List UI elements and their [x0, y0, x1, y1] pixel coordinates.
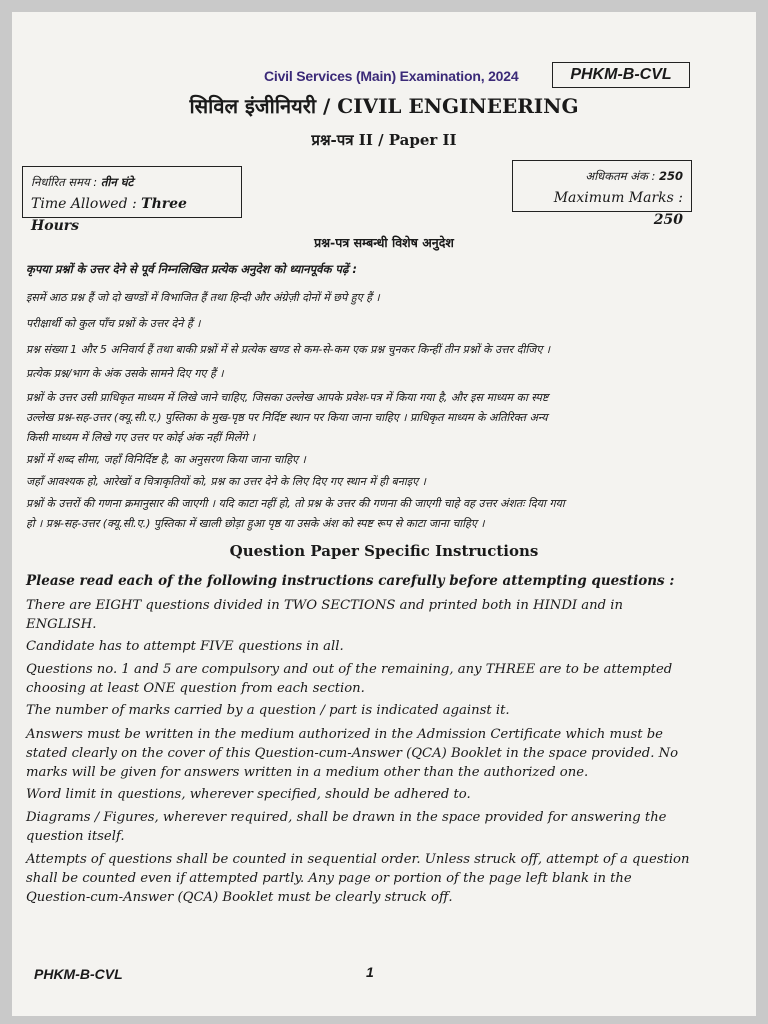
english-instructions-heading: Question Paper Specific Instructions [229, 542, 539, 560]
english-line: Word limit in questions, wherever specified, should be adhered to. [26, 787, 471, 802]
hindi-line: परीक्षार्थी को कुल पाँच प्रश्नों के उत्तर देने हैं । [26, 317, 201, 330]
english-line: Question-cum-Answer (QCA) Booklet must be clearly struck off. [26, 890, 453, 905]
marks-english-value: 250 [653, 212, 683, 228]
marks-english-line [521, 187, 683, 231]
english-line: Questions no. 1 and 5 are compulsory and out of the remaining, any THREE are to be attempted [26, 662, 673, 677]
hindi-line: प्रश्नों में शब्द सीमा, जहाँ विनिर्दिष्ट है, का अनुसरण किया जाना चाहिए । [26, 453, 306, 466]
time-english-label: Time Allowed : [31, 196, 137, 212]
paper-code-box: PHKM-B-CVL [552, 62, 690, 88]
english-line: Candidate has to attempt FIVE questions in all. [26, 639, 344, 654]
time-english-value: Three Hours [31, 196, 187, 234]
marks-hindi-line [521, 165, 683, 187]
time-hindi-line [31, 171, 233, 193]
hindi-line: प्रश्नों के उत्तर उसी प्राधिकृत माध्यम में लिखे जाने चाहिए, जिसका उल्लेख आपके प्रवेश-पत्र में किया गया है, और इस माध्यम का स्पष्ट [26, 391, 549, 404]
maximum-marks-box [512, 160, 692, 228]
hindi-line: जहाँ आवश्यक हो, आरेखों व चित्राकृतियों को, प्रश्न का उत्तर देने के लिए दिए गए स्थान में ही बनाइए । [26, 475, 426, 488]
time-hindi-label: निर्धारित समय : [31, 175, 98, 189]
hindi-line: किसी माध्यम में लिखे गए उत्तर पर कोई अंक नहीं मिलेंगे । [26, 431, 256, 444]
time-allowed-box [22, 166, 242, 234]
paper-number: प्रश्न-पत्र II / Paper II [311, 131, 457, 149]
hindi-line: प्रश्न संख्या 1 और 5 अनिवार्य हैं तथा बाकी प्रश्नों में से प्रत्येक खण्ड से कम-से-कम एक प्रश्न चुनकर किन्हीं तीन प्रश्नों के उत्तर दीजिए । [26, 343, 551, 356]
english-instructions-intro: Please read each of the following instructions carefully before attempting questions : [26, 573, 675, 589]
footer-paper-code: PHKM-B-CVL [34, 966, 123, 982]
english-line: The number of marks carried by a question / part is indicated against it. [26, 703, 510, 718]
marks-hindi-label: अधिकतम अंक : [585, 169, 656, 183]
hindi-instructions-heading: प्रश्न-पत्र सम्बन्धी विशेष अनुदेश [314, 235, 454, 250]
hindi-line: उल्लेख प्रश्न-सह-उत्तर (क्यू.सी.ए.) पुस्तिका के मुख-पृष्ठ पर निर्दिष्ट स्थान पर किया जाना चाहिए । प्राधिकृत माध्यम के अतिरिक्त अन्य [26, 411, 548, 424]
english-line: Answers must be written in the medium authorized in the Admission Certificate which must be [26, 727, 663, 742]
time-english-line [31, 193, 233, 237]
subject-title: सिविल इंजीनियरी / CIVIL ENGINEERING [189, 94, 579, 118]
hindi-line: हो । प्रश्न-सह-उत्तर (क्यू.सी.ए.) पुस्तिका में खाली छोड़ा हुआ पृष्ठ या उसके अंश को स्पष्ट रूप से काटा जाना चाहिए । [26, 517, 485, 530]
english-line: Diagrams / Figures, wherever required, shall be drawn in the space provided for answering the [26, 810, 667, 825]
english-line: ENGLISH. [26, 617, 97, 632]
hindi-line: प्रत्येक प्रश्न/भाग के अंक उसके सामने दिए गए हैं । [26, 367, 224, 380]
exam-title: Civil Services (Main) Examination, 2024 [264, 68, 519, 84]
hindi-line: प्रश्नों के उत्तरों की गणना क्रमानुसार की जाएगी । यदि काटा नहीं हो, तो प्रश्न के उत्तर की गणना की जाएगी चाहे वह उत्तर अंशतः दिया गया [26, 497, 565, 510]
marks-hindi-value: 250 [658, 169, 683, 183]
english-line: question itself. [26, 829, 125, 844]
exam-page [12, 12, 756, 1016]
english-line: marks will be given for answers written in a medium other than the authorized one. [26, 765, 589, 780]
english-line: stated clearly on the cover of this Question-cum-Answer (QCA) Booklet in the space provided. No [26, 746, 679, 761]
hindi-instructions-intro: कृपया प्रश्नों के उत्तर देने से पूर्व निम्नलिखित प्रत्येक अनुदेश को ध्यानपूर्वक पढ़ें : [26, 262, 358, 276]
page-number: 1 [366, 964, 374, 980]
english-line: shall be counted even if attempted partly. Any page or portion of the page left blank in the [26, 871, 632, 886]
english-line: choosing at least ONE question from each section. [26, 681, 365, 696]
english-line: Attempts of questions shall be counted in sequential order. Unless struck off, attempt of a question [26, 852, 690, 867]
time-hindi-value: तीन घंटे [100, 175, 134, 189]
marks-english-label: Maximum Marks : [553, 190, 683, 206]
english-line: There are EIGHT questions divided in TWO SECTIONS and printed both in HINDI and in [26, 598, 624, 613]
hindi-line: इसमें आठ प्रश्न हैं जो दो खण्डों में विभाजित हैं तथा हिन्दी और अंग्रेज़ी दोनों में छपे हुए हैं । [26, 291, 380, 304]
